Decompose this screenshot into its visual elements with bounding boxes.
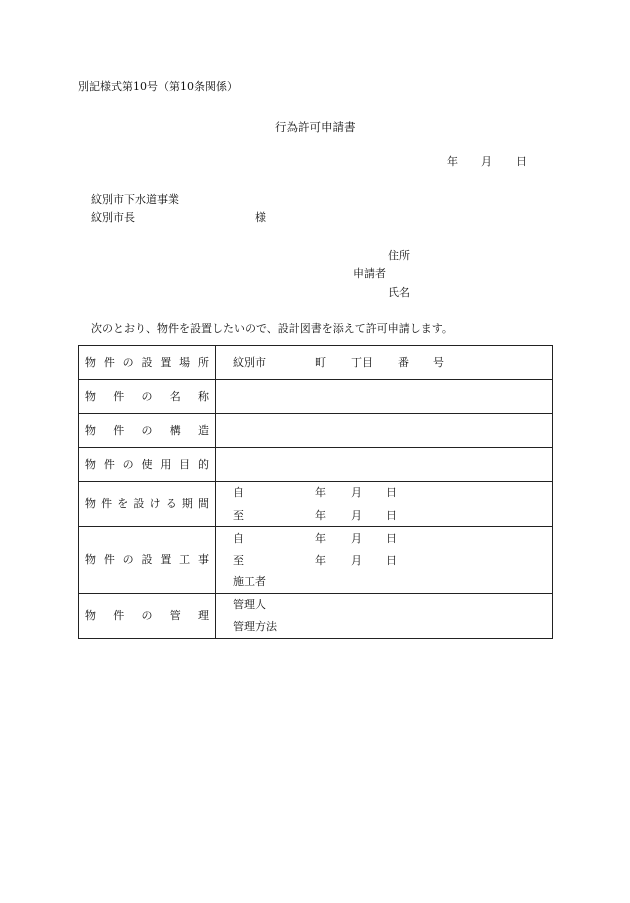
row-label bbox=[79, 346, 216, 380]
table-row bbox=[79, 380, 553, 414]
label-char: 間 bbox=[197, 497, 209, 510]
date-day: 日 bbox=[516, 155, 527, 168]
label-char: 使 bbox=[141, 457, 153, 471]
label-char: 置 bbox=[160, 355, 172, 369]
label-char: 物 bbox=[85, 423, 96, 437]
application-table bbox=[78, 345, 553, 639]
label-char: 設 bbox=[133, 497, 145, 510]
construction-to-year: 年 bbox=[315, 554, 326, 567]
label-chars bbox=[79, 497, 215, 511]
period-to-year: 年 bbox=[315, 509, 326, 522]
table-row bbox=[79, 594, 553, 639]
construction-from: 自 bbox=[233, 532, 244, 545]
table-row bbox=[79, 346, 553, 380]
location-town: 町 bbox=[315, 356, 326, 369]
label-char: 場 bbox=[179, 355, 191, 369]
date-year: 年 bbox=[447, 155, 458, 168]
form-reference: 別記様式第10号（第10条関係） bbox=[78, 80, 238, 93]
label-char: 管 bbox=[169, 609, 181, 622]
label-char: 所 bbox=[197, 355, 209, 369]
location-chome: 丁目 bbox=[351, 356, 373, 369]
label-char: 名 bbox=[169, 389, 181, 403]
period-from-month: 月 bbox=[351, 486, 362, 499]
period-cell[interactable] bbox=[216, 482, 553, 527]
label-char: 設 bbox=[141, 355, 153, 369]
construction-contractor: 施工者 bbox=[233, 575, 266, 588]
location-cell[interactable] bbox=[216, 346, 553, 380]
label-chars bbox=[79, 424, 215, 438]
period-to-day: 日 bbox=[386, 509, 397, 522]
document-title: 行為許可申請書 bbox=[275, 120, 356, 134]
label-char: 物 bbox=[85, 553, 96, 566]
label-chars bbox=[79, 356, 215, 370]
label-char: け bbox=[149, 497, 161, 510]
period-to-month: 月 bbox=[351, 509, 362, 522]
label-chars bbox=[79, 553, 215, 567]
label-char: 造 bbox=[198, 423, 209, 437]
row-label bbox=[79, 380, 216, 414]
management-manager: 管理人 bbox=[233, 598, 266, 611]
label-char: 件 bbox=[113, 609, 125, 622]
period-to: 至 bbox=[233, 509, 244, 522]
label-char: 期 bbox=[181, 497, 193, 510]
construction-to-month: 月 bbox=[351, 554, 362, 567]
period-from: 自 bbox=[233, 486, 244, 499]
structure-cell[interactable] bbox=[216, 414, 553, 448]
label-chars bbox=[79, 609, 215, 623]
label-char: の bbox=[122, 355, 134, 369]
label-char: 的 bbox=[197, 457, 209, 471]
location-ban: 番 bbox=[398, 356, 409, 369]
label-char: の bbox=[122, 457, 134, 471]
label-char: 件 bbox=[101, 497, 113, 510]
label-char: の bbox=[141, 423, 153, 437]
label-char: 件 bbox=[113, 423, 125, 437]
label-char: 物 bbox=[85, 609, 96, 622]
label-char: 物 bbox=[85, 389, 96, 403]
label-char: の bbox=[141, 389, 153, 403]
label-char: 置 bbox=[160, 553, 172, 566]
date-month: 月 bbox=[481, 155, 492, 168]
row-label bbox=[79, 414, 216, 448]
construction-to: 至 bbox=[233, 554, 244, 567]
construction-to-day: 日 bbox=[386, 554, 397, 567]
label-char: を bbox=[117, 497, 129, 510]
management-cell[interactable] bbox=[216, 594, 553, 639]
table-row bbox=[79, 482, 553, 527]
management-method: 管理方法 bbox=[233, 620, 277, 633]
addressee-line2: 紋別市長 bbox=[91, 211, 135, 224]
label-chars bbox=[79, 390, 215, 404]
label-char: 目 bbox=[179, 457, 191, 471]
label-char: 物 bbox=[85, 497, 96, 510]
label-char: 工 bbox=[179, 553, 191, 566]
construction-from-month: 月 bbox=[351, 532, 362, 545]
location-city: 紋別市 bbox=[233, 356, 266, 369]
period-from-year: 年 bbox=[315, 486, 326, 499]
name-cell[interactable] bbox=[216, 380, 553, 414]
table-row bbox=[79, 414, 553, 448]
construction-cell[interactable] bbox=[216, 527, 553, 594]
applicant-label: 申請者 bbox=[353, 267, 386, 280]
label-char: 設 bbox=[141, 553, 153, 566]
label-char: 構 bbox=[169, 423, 181, 437]
label-char: 称 bbox=[198, 389, 209, 403]
applicant-address-label: 住所 bbox=[388, 249, 410, 262]
addressee-honorific: 様 bbox=[255, 211, 266, 224]
label-char: 事 bbox=[197, 553, 209, 566]
construction-from-day: 日 bbox=[386, 532, 397, 545]
row-label bbox=[79, 448, 216, 482]
applicant-name-label: 氏名 bbox=[388, 286, 410, 299]
label-char: 物 bbox=[85, 457, 96, 471]
label-char: 理 bbox=[198, 609, 209, 622]
label-char: 件 bbox=[103, 553, 115, 566]
purpose-cell[interactable] bbox=[216, 448, 553, 482]
label-char: 用 bbox=[160, 457, 172, 471]
location-go: 号 bbox=[433, 356, 444, 369]
label-char: る bbox=[165, 497, 177, 510]
table-row bbox=[79, 448, 553, 482]
table-row bbox=[79, 527, 553, 594]
period-from-day: 日 bbox=[386, 486, 397, 499]
row-label bbox=[79, 482, 216, 527]
label-char: 件 bbox=[103, 355, 115, 369]
label-char: 件 bbox=[103, 457, 115, 471]
label-char: の bbox=[141, 609, 153, 622]
intro-text: 次のとおり、物件を設置したいので、設計図書を添えて許可申請します。 bbox=[91, 322, 453, 335]
construction-from-year: 年 bbox=[315, 532, 326, 545]
label-char: 物 bbox=[85, 355, 96, 369]
row-label bbox=[79, 594, 216, 639]
label-chars bbox=[79, 458, 215, 472]
row-label bbox=[79, 527, 216, 594]
label-char: 件 bbox=[113, 389, 125, 403]
label-char: の bbox=[122, 553, 134, 566]
addressee-line1: 紋別市下水道事業 bbox=[91, 193, 179, 206]
